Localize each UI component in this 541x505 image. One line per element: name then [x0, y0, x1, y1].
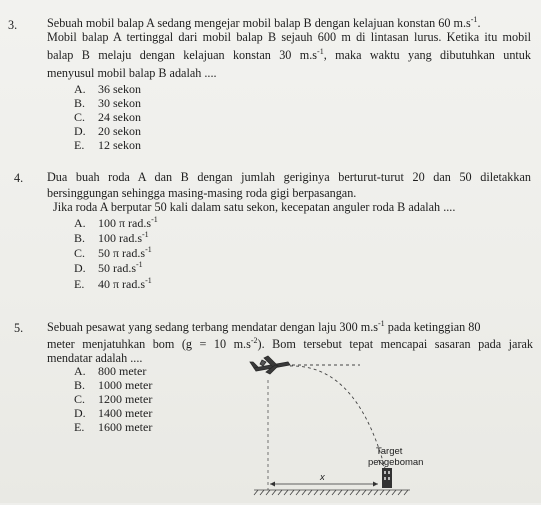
option-letter[interactable]: C.: [74, 110, 86, 124]
option-letter[interactable]: B.: [74, 231, 86, 245]
arrow-head-left: [270, 482, 275, 487]
question-text-line: Dua buah roda A dan B dengan jumlah geriginya berturut-turut 20 dan 50 diletakkan: [47, 170, 531, 184]
option-letter[interactable]: D.: [74, 261, 86, 275]
question-number: 5.: [14, 321, 24, 335]
question-text-line: bersinggungan sehingga masing-masing roda gigi berpasangan.: [47, 186, 357, 200]
cut-off-text-fragment: [40, 498, 210, 503]
option-text[interactable]: 12 sekon: [98, 138, 141, 152]
target-label: Target: [376, 446, 403, 457]
option-letter[interactable]: C.: [74, 246, 86, 260]
option-text[interactable]: 1200 meter: [98, 392, 153, 406]
option-text[interactable]: 50 $rad.s^{-1}$: [98, 260, 143, 275]
airplane-icon: [250, 356, 290, 374]
arrow-head-right: [373, 482, 378, 487]
option-text[interactable]: 100 $rad.s^{-1}$: [98, 230, 149, 245]
option-letter[interactable]: A.: [74, 216, 86, 230]
option-text[interactable]: 100 π $rad.s^{-1}$: [98, 215, 158, 230]
option-letter[interactable]: B.: [74, 378, 86, 392]
option-text[interactable]: 1600 meter: [98, 420, 153, 434]
question-text-line: Sebuah mobil balap A sedang mengejar mobil balap B dengan kelajuan konstan 60 $m.s^{-1}$.: [47, 15, 481, 30]
question-text-line: Jika roda A berputar 50 kali dalam satu sekon, kecepatan anguler roda B adalah ....: [53, 200, 456, 214]
option-text[interactable]: 50 π $rad.s^{-1}$: [98, 245, 152, 260]
option-letter[interactable]: A.: [74, 364, 86, 378]
option-text[interactable]: 30 sekon: [98, 96, 141, 110]
question-number: 3.: [8, 18, 18, 32]
option-text[interactable]: 800 meter: [98, 364, 147, 378]
target-building-icon: [382, 468, 392, 488]
option-letter[interactable]: A.: [74, 82, 86, 96]
question-text-line: Sebuah pesawat yang sedang terbang mendatar dengan laju 300 $m.s^{-1}$ pada ketinggian 80: [47, 319, 481, 334]
option-letter[interactable]: E.: [74, 277, 85, 291]
target-label: pengeboman: [368, 457, 424, 468]
option-letter[interactable]: D.: [74, 406, 86, 420]
question-text-line: Mobil balap A tertinggal dari mobil balap B sejauh 600 m di lintasan lurus. Ketika itu mobil: [47, 30, 531, 44]
option-letter[interactable]: E.: [74, 420, 85, 434]
option-text[interactable]: 20 sekon: [98, 124, 141, 138]
question-text-line: meter menjatuhkan bom (g = 10 $m.s^{-2}$). Bom tersebut tepat mencapai sasaran pada jarak: [47, 336, 534, 351]
projectile-diagram: [240, 340, 440, 500]
option-text[interactable]: 1000 meter: [98, 378, 153, 392]
option-text[interactable]: 1400 meter: [98, 406, 153, 420]
question-text-line: menyusul mobil balap B adalah ....: [47, 66, 217, 80]
option-letter[interactable]: E.: [74, 138, 85, 152]
option-letter[interactable]: B.: [74, 96, 86, 110]
option-letter[interactable]: C.: [74, 392, 86, 406]
option-text[interactable]: 40 π $rad.s^{-1}$: [98, 276, 152, 291]
question-text-line: balap B melaju dengan kelajuan konstan 30 $m.s^{-1}$, maka waktu yang dibutuhkan untuk: [47, 47, 531, 62]
question-number: 4.: [14, 171, 24, 185]
question-text-line: mendatar adalah ....: [47, 351, 143, 365]
option-letter[interactable]: D.: [74, 124, 86, 138]
option-text[interactable]: 36 sekon: [98, 82, 141, 96]
option-text[interactable]: 24 sekon: [98, 110, 141, 124]
diagram-svg: [240, 340, 440, 500]
ground-hatching: [254, 490, 410, 495]
distance-label: x: [320, 472, 325, 483]
